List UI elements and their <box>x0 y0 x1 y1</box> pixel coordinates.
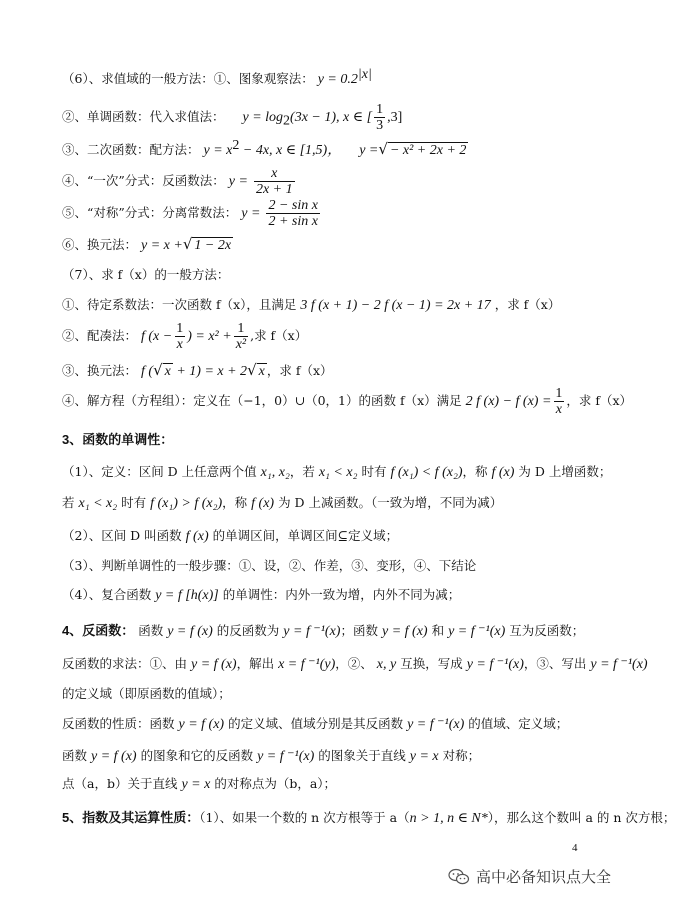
text: ②、配凑法： <box>62 328 138 343</box>
text: 的图象关于直线 <box>318 748 406 763</box>
formula: y = <box>359 143 379 159</box>
text: ,求 f（x） <box>250 328 308 343</box>
exponent-line <box>62 810 675 827</box>
formula: ,3] <box>387 110 403 125</box>
text: （3）、判断单调性的一般步骤：①、设，②、作差，③、变形，④、下结论 <box>62 558 477 573</box>
symmetric-fraction-line <box>62 196 322 231</box>
text: 对称； <box>442 748 481 763</box>
quadratic-method-line <box>62 138 468 159</box>
text: 的对称点为（b，a）； <box>214 776 337 791</box>
find-f-heading <box>62 267 229 283</box>
substitution-f-line <box>62 362 333 380</box>
formula: (3x − 1), x ∈ [ <box>290 110 373 125</box>
range-method-heading <box>62 67 372 88</box>
text: ，若 <box>289 464 315 479</box>
symmetric-point-line <box>62 776 336 793</box>
text: 的图象和它的反函数 <box>140 748 254 763</box>
text: ⑤、“对称”分式：分离常数法： <box>62 205 238 220</box>
fraction <box>266 198 320 229</box>
inverse-graph-line <box>62 748 480 765</box>
formula: f (x₁) > f (x₂) <box>150 496 223 511</box>
text: ，解出 <box>236 656 275 671</box>
fraction-den: x <box>555 402 563 417</box>
text: 的定义域、值域分别是其反函数 <box>228 716 404 731</box>
formula: f (x₁) < f (x₂) <box>390 465 463 480</box>
text: 和 <box>431 623 445 638</box>
section-heading-exponent: 5、指数及其运算性质： <box>62 810 200 825</box>
text: ，求 f（x） <box>494 297 561 312</box>
radicand: 1 − 2x <box>194 238 232 253</box>
fraction-num: 1 <box>376 102 384 117</box>
formula: y = log <box>242 110 284 125</box>
text: 互为反函数； <box>509 623 585 638</box>
formula: y = f (x) <box>191 657 237 672</box>
text: ，③、写出 <box>523 656 587 671</box>
inverse-property-line <box>62 716 568 733</box>
text: 时有 <box>121 495 147 510</box>
text: ，称 <box>462 464 488 479</box>
fraction-num: 2 − sin x <box>268 198 318 213</box>
text: ，求 f（x） <box>566 393 633 408</box>
fraction-den: x <box>176 337 183 352</box>
formula: − 4x, x ∈ [1,5)， <box>239 143 342 159</box>
monotonic-interval-line <box>62 528 398 545</box>
formula: y = f ⁻¹(x) <box>466 657 524 672</box>
text: 互换，写成 <box>400 656 463 671</box>
radicand: x <box>258 364 265 379</box>
formula: y = x <box>181 777 211 792</box>
formula: x = f ⁻¹(y) <box>278 657 336 672</box>
formula: y = f (x) <box>167 624 213 639</box>
inverse-function-line <box>62 623 584 640</box>
text: ），那么这个数叫 a 的 n 次方根； <box>487 810 675 825</box>
formula: f ( <box>141 364 154 379</box>
fraction-num: 1 <box>176 321 184 336</box>
text: （2）、区间 D 叫函数 <box>62 528 182 543</box>
text: （4）、复合函数 <box>62 587 152 602</box>
text: ⑥、换元法： <box>62 237 138 252</box>
formula: y = x <box>409 749 439 764</box>
fraction <box>234 321 248 352</box>
formula: y = x + <box>141 238 183 253</box>
formula: y = f (x) <box>178 717 225 732</box>
linear-fraction-line <box>62 164 297 199</box>
formula: f (x) <box>185 529 209 544</box>
formula: x₁ < x₂ <box>78 496 118 511</box>
radical-sign: √ <box>378 140 388 159</box>
radical-sign: √ <box>153 361 163 379</box>
formula: x₁ < x₂ <box>318 465 358 480</box>
substitution-line <box>62 236 233 254</box>
text: 函数 <box>62 748 88 763</box>
fraction <box>174 321 185 352</box>
equation-method-line <box>62 384 632 419</box>
fraction-den: 2 + sin x <box>268 214 318 229</box>
fraction-den: 3 <box>376 118 384 133</box>
formula: y = f ⁻¹(x) <box>590 657 648 672</box>
text: ；函数 <box>340 623 378 638</box>
text: 的定义域（即原函数的值域）； <box>62 686 231 701</box>
text: ②、单调函数：代入求值法： <box>62 109 225 124</box>
text: （1）、如果一个数的 n 次方根等于 a（ <box>199 810 410 825</box>
text: ①、待定系数法：一次函数 f（x），且满足 <box>62 297 297 312</box>
text: 的反函数为 <box>216 623 280 638</box>
formula: x₁, x₂ <box>260 465 290 480</box>
fraction-num: 1 <box>237 321 245 336</box>
text: （6）、求值域的一般方法：①、图象观察法： <box>62 71 314 87</box>
text: 的单调区间，单调区间⊆定义域； <box>212 528 399 543</box>
formula: y = 0.2 <box>317 72 358 88</box>
formula: f (x) <box>251 496 275 511</box>
formula: ) = x² + <box>187 329 232 344</box>
inverse-method-line <box>62 656 648 673</box>
inverse-domain-line <box>62 686 231 702</box>
text: 的值域、定义域； <box>468 716 569 731</box>
text: （7）、求 f（x）的一般方法： <box>62 267 230 282</box>
text: 函数 <box>138 623 164 638</box>
formula: 2 f (x) − f (x) = <box>465 394 552 409</box>
text: 点（a，b）关于直线 <box>62 776 178 791</box>
fraction-den: x² <box>235 337 247 352</box>
formula: y = f (x) <box>91 749 137 764</box>
page-number: 4 <box>572 842 578 854</box>
fraction-num: 1 <box>555 386 563 401</box>
formula: y = f (x) <box>381 624 428 639</box>
formula: y = <box>228 174 248 189</box>
text: 时有 <box>361 464 387 479</box>
radicand: x <box>164 364 171 379</box>
monotonic-steps-line <box>62 558 476 574</box>
wechat-icon <box>448 868 470 886</box>
text: 为 D 上增函数； <box>518 464 612 479</box>
text: 的单调性：内外一致为增，内外不同为减； <box>222 587 461 602</box>
text: 反函数的性质：函数 <box>62 716 175 731</box>
section-heading-monotonicity: 3、函数的单调性： <box>62 432 174 447</box>
fraction-num: x <box>271 166 278 181</box>
formula-sub: 2 <box>283 113 291 129</box>
formula: f (x) <box>491 465 515 480</box>
text: ，称 <box>222 495 248 510</box>
formula-exponent: 2 <box>232 138 240 153</box>
text: 反函数的求法：①、由 <box>62 656 188 671</box>
decreasing-definition-line <box>62 495 502 512</box>
text: ③、换元法： <box>62 363 138 378</box>
text: ，②、 <box>335 656 373 671</box>
text: ③、二次函数：配方法： <box>62 142 200 158</box>
formula: y = f ⁻¹(x) <box>257 749 315 764</box>
text: ，求 f（x） <box>266 363 333 378</box>
undetermined-coeff-line <box>62 297 560 314</box>
formula: + 1) = x + 2 <box>172 364 248 379</box>
formula: y = f ⁻¹(x) <box>448 624 506 639</box>
monotone-method-line <box>62 102 402 133</box>
text: 为 D 上减函数。（一致为增，不同为减） <box>278 495 503 510</box>
fraction <box>254 166 295 197</box>
fraction <box>553 386 564 417</box>
text: ④、解方程（方程组）：定义在（−1，0）∪（0，1）的函数 f（x）满足 <box>62 393 462 408</box>
radical-sign: √ <box>247 361 257 379</box>
radical-sign: √ <box>182 235 193 253</box>
formula: y = f ⁻¹(x) <box>407 717 465 732</box>
text: ④、“一次”分式：反函数法： <box>62 173 225 188</box>
fitting-method-line <box>62 319 307 354</box>
fraction-den: 2x + 1 <box>255 182 293 197</box>
formula: y = <box>241 206 261 221</box>
formula: 3 f (x + 1) − 2 f (x − 1) = 2x + 17 <box>300 298 491 313</box>
radicand: − x² + 2x + 2 <box>389 143 467 159</box>
formula: f (x − <box>141 329 173 344</box>
monotonic-definition-line <box>62 464 611 481</box>
formula: y = f [h(x)] <box>155 588 219 603</box>
formula: y = f ⁻¹(x) <box>283 624 341 639</box>
text: （1）、定义：区间 D 上任意两个值 <box>62 464 257 479</box>
formula: y = x <box>203 143 233 159</box>
watermark <box>448 866 611 887</box>
section-heading-inverse: 4、反函数： <box>62 623 135 638</box>
watermark-text: 高中必备知识点大全 <box>476 868 612 886</box>
text: 若 <box>62 495 75 510</box>
formula: n > 1, n ∈ N* <box>409 811 488 826</box>
composite-function-line <box>62 587 460 604</box>
formula-exponent: |x| <box>357 67 372 82</box>
formula: x, y <box>376 657 397 672</box>
fraction <box>374 102 385 133</box>
